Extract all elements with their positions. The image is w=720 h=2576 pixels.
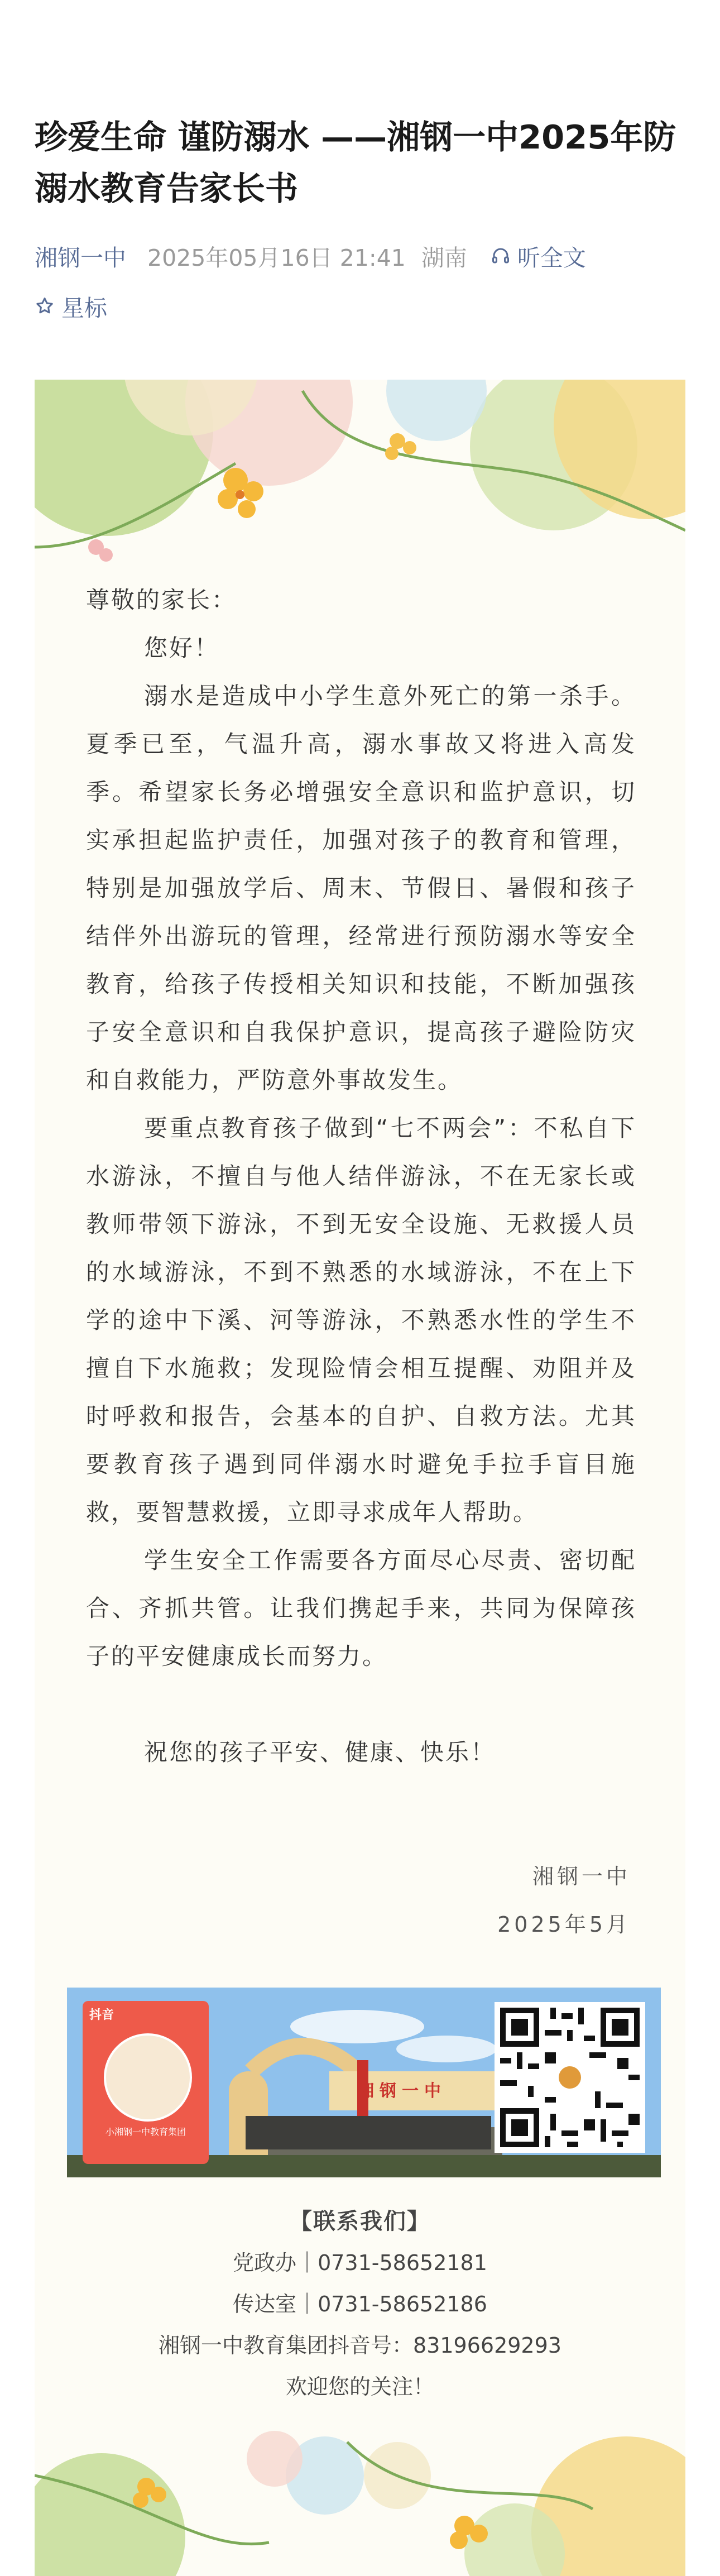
star-button[interactable] xyxy=(35,289,107,323)
paragraph: 要重点教育孩子做到“七不两会”：不私自下水游泳，不擅自与他人结伴游泳，不在无家长或教师带领下游泳，不到无安全设施、无救援人员的水域游泳，不到不熟悉的水域游泳，不在上下学的途中下溪、河等游泳，不熟悉水性的学生不擅自下水施救；发现险情会相互提醒、劝阻并及时呼救和报告，会基本的自护、自救方法。尤其要教育孩子遇到同伴溺水时避免手拉手盲目施救，要智慧救援，立即寻求成年人帮助。 xyxy=(86,1114,636,1526)
sign-date: 2025年5月 xyxy=(497,1912,631,1937)
douyin-account-name: 小湘钢一中教育集团 xyxy=(105,2127,186,2137)
publish-location: 湖南 xyxy=(421,244,467,271)
greeting: 您好！ xyxy=(144,634,220,662)
paragraph: 学生安全工作需要各方面尽心尽责、密切配合、齐抓共管。让我们携起手来，共同为保障孩子的平安健康成长而努力。 xyxy=(86,1546,636,1670)
letter-card xyxy=(35,380,685,2576)
contact-section xyxy=(35,2201,685,2407)
star-label: 星标 xyxy=(61,294,107,322)
signature: 湘钢一中 xyxy=(532,1864,631,1889)
watercolor-footer-decoration xyxy=(35,2409,685,2576)
author-link[interactable]: 湘钢一中 xyxy=(35,244,126,271)
contact-line: 欢迎您的关注！ xyxy=(285,2374,434,2399)
douyin-logo: 抖音 xyxy=(89,2008,114,2022)
watercolor-header-decoration xyxy=(35,380,685,564)
contact-line: 党政办｜0731-58652181 xyxy=(233,2251,487,2275)
gate-sign: 湘钢一中 xyxy=(357,2081,447,2101)
qr-code xyxy=(495,2002,645,2153)
headphones-icon xyxy=(491,246,511,266)
contact-line: 湘钢一中教育集团抖音号：83196629293 xyxy=(159,2333,561,2358)
listen-button[interactable] xyxy=(491,240,586,272)
spacer xyxy=(86,1680,636,1728)
article-title: 珍爱生命 谨防溺水 ——湘钢一中2025年防溺水教育告家长书 xyxy=(35,118,676,208)
school-banner xyxy=(67,1988,661,2177)
star-icon xyxy=(35,296,55,316)
letter-body xyxy=(86,576,636,1777)
closing: 祝您的孩子平安、健康、快乐！ xyxy=(144,1739,496,1766)
publish-date: 2025年05月16日 21:41 xyxy=(147,244,406,271)
salutation: 尊敬的家长： xyxy=(86,586,237,614)
paragraph: 溺水是造成中小学生意外死亡的第一杀手。夏季已至，气温升高，溺水事故又将进入高发季。希望家长务必增强安全意识和监护意识，切实承担起监护责任，加强对孩子的教育和管理，特别是加强放学后、周末、节假日、暑假和孩子结伴外出游玩的管理，经常进行预防溺水等安全教育，给孩子传授相关知识和技能，不断加强孩子安全意识和自我保护意识，提高孩子避险防灾和自救能力，严防意外事故发生。 xyxy=(86,682,636,1094)
contact-line: 传达室｜0731-58652186 xyxy=(233,2292,487,2316)
school-emblem xyxy=(104,2033,192,2122)
douyin-account-card xyxy=(83,2001,209,2164)
article-meta xyxy=(35,239,586,272)
contact-title: 【联系我们】 xyxy=(290,2209,430,2234)
listen-label: 听全文 xyxy=(517,244,586,271)
